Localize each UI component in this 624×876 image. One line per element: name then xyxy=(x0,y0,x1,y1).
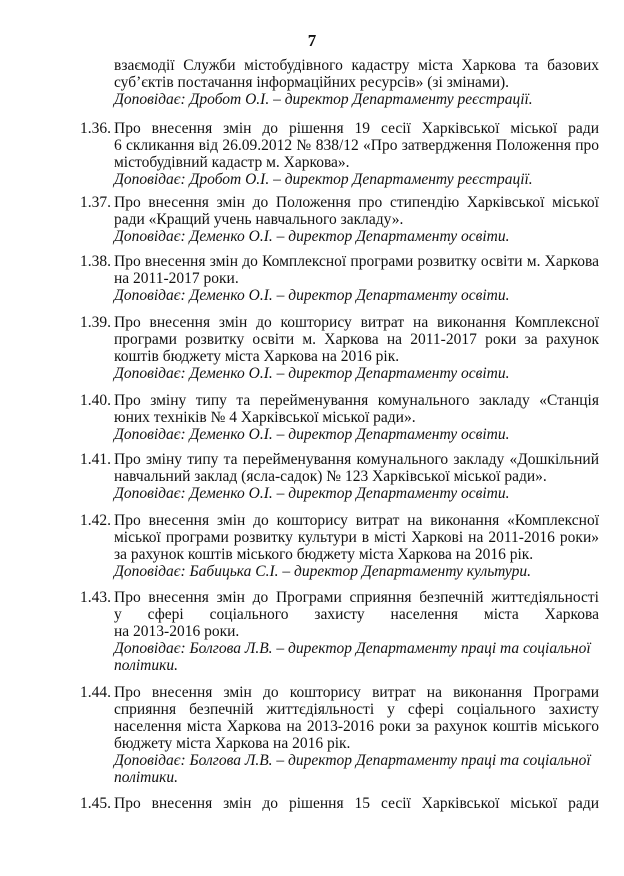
item-line: програми розвитку освіти м. Харкова на 2011-2017 роки за рахунок xyxy=(114,331,599,348)
agenda-item-1-38 xyxy=(80,253,599,304)
agenda-item-1-40 xyxy=(80,392,599,443)
item-number: 1.45. xyxy=(80,795,111,812)
item-reporter: Доповідає: Бабицька С.І. – директор Департаменту культури. xyxy=(114,563,531,580)
item-line: юних техніків № 4 Харківської міської ради». xyxy=(114,409,416,426)
item-line: сприяння безпечній життєдіяльності у сфері соціального захисту xyxy=(114,701,599,718)
item-line: міської програми розвитку культури в місті Харкові на 2011-2016 роки» xyxy=(114,529,599,546)
item-line: у сфері соціального захисту населення міста Харкова xyxy=(114,606,599,623)
item-reporter: Доповідає: Дробот О.І. – директор Департаменту реєстрації. xyxy=(114,171,533,188)
item-reporter: Доповідає: Деменко О.І. – директор Департаменту освіти. xyxy=(114,365,510,382)
item-reporter: політики. xyxy=(114,769,178,786)
item-number: 1.42. xyxy=(80,512,111,529)
item-line: бюджету міста Харкова на 2016 рік. xyxy=(114,735,351,752)
item-body xyxy=(114,120,599,188)
item-line: Про внесення змін до Комплексної програми розвитку освіти м. Харкова xyxy=(114,253,599,270)
agenda-item-1-44 xyxy=(80,684,599,786)
item-number: 1.40. xyxy=(80,392,111,409)
item-number: 1.41. xyxy=(80,451,111,468)
item-reporter: політики. xyxy=(114,657,178,674)
item-line: Про зміну типу та перейменування комунального закладу «Дошкільний xyxy=(114,451,599,468)
item-line: коштів бюджету міста Харкова на 2016 рік. xyxy=(114,348,400,365)
item-body xyxy=(114,194,599,245)
item-line: Про внесення змін до Положення про стипендію Харківської міської xyxy=(114,194,599,211)
item-number: 1.37. xyxy=(80,194,111,211)
item-body xyxy=(114,512,599,580)
agenda-item-1-37 xyxy=(80,194,599,245)
agenda-item-1-41 xyxy=(80,451,599,502)
item-number: 1.43. xyxy=(80,589,111,606)
item-line: ради «Кращий учень навчального закладу». xyxy=(114,211,404,228)
item-line: Про внесення змін до Програми сприяння безпечній життєдіяльності xyxy=(114,589,599,606)
item-body xyxy=(114,795,599,812)
item-line: на 2011-2017 роки. xyxy=(114,270,239,287)
item-body xyxy=(114,684,599,786)
item-body xyxy=(114,589,599,674)
item-number: 1.44. xyxy=(80,684,111,701)
agenda-item-1-45 xyxy=(80,795,599,812)
item-number: 1.36. xyxy=(80,120,111,137)
item-body xyxy=(114,253,599,304)
intro-reporter: Доповідає: Дробот О.І. – директор Департаменту реєстрації. xyxy=(114,91,533,108)
item-body xyxy=(114,314,599,382)
item-reporter: Доповідає: Деменко О.І. – директор Департаменту освіти. xyxy=(114,228,510,245)
item-number: 1.39. xyxy=(80,314,111,331)
item-line: Про внесення змін до кошторису витрат на виконання «Комплексної xyxy=(114,512,599,529)
agenda-item-1-43 xyxy=(80,589,599,674)
item-line: навчальний заклад (ясла-садок) № 123 Харківської міської ради». xyxy=(114,468,547,485)
item-number: 1.38. xyxy=(80,253,111,270)
agenda-item-1-42 xyxy=(80,512,599,580)
item-reporter: Доповідає: Деменко О.І. – директор Департаменту освіти. xyxy=(114,426,510,443)
agenda-item-1-39 xyxy=(80,314,599,382)
item-reporter: Доповідає: Деменко О.І. – директор Департаменту освіти. xyxy=(114,287,510,304)
item-body xyxy=(114,451,599,502)
item-line: Про внесення змін до кошторису витрат на виконання Комплексної xyxy=(114,314,599,331)
agenda-item-1-36 xyxy=(80,120,599,188)
item-line: Про зміну типу та перейменування комунального закладу «Станція xyxy=(114,392,599,409)
item-line: Про внесення змін до рішення 15 сесії Харківської міської ради xyxy=(114,795,599,812)
item-body xyxy=(114,392,599,443)
item-line: Про внесення змін до рішення 19 сесії Харківської міської ради xyxy=(114,120,599,137)
item-line: за рахунок коштів міського бюджету міста Харкова на 2016 рік. xyxy=(114,546,534,563)
intro-line: суб’єктів постачання інформаційних ресурсів» (зі змінами). xyxy=(114,74,510,91)
item-line: містобудівний кадастр м. Харкова». xyxy=(114,154,350,171)
intro-line: взаємодії Служби містобудівного кадастру міста Харкова та базових xyxy=(114,57,599,74)
item-reporter: Доповідає: Деменко О.І. – директор Департаменту освіти. xyxy=(114,485,510,502)
item-reporter: Доповідає: Болгова Л.В. – директор Департаменту праці та соціальної xyxy=(114,640,591,657)
item-line: 6 скликання від 26.09.2012 № 838/12 «Про затвердження Положення про xyxy=(114,137,599,154)
item-line: Про внесення змін до кошторису витрат на виконання Програми xyxy=(114,684,599,701)
item-line: населення міста Харкова на 2013-2016 роки за рахунок коштів міського xyxy=(114,718,599,735)
page-number: 7 xyxy=(307,31,317,50)
intro-continuation xyxy=(114,57,599,108)
item-reporter: Доповідає: Болгова Л.В. – директор Департаменту праці та соціальної xyxy=(114,752,591,769)
item-line: на 2013-2016 роки. xyxy=(114,623,240,640)
